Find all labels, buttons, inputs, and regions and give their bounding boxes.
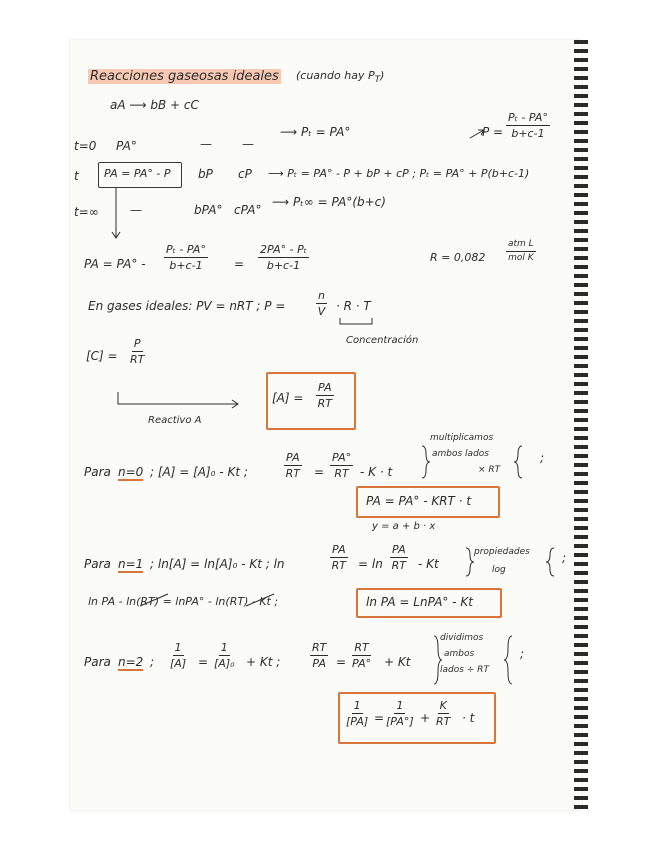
concentration-brace [340,318,372,324]
order2-brace [434,636,442,684]
order1-brace [466,548,474,576]
order2-box-eq1: = [374,711,385,725]
ideal-gas-text: En gases ideales: PV = nRT ; P = [88,299,286,313]
order0-frac1-num: PA [286,451,300,464]
order0-brace-right [514,446,522,478]
row-tinf-cpa: cPA° [234,203,262,217]
r-constant-den: mol K [508,253,534,263]
order1-para: Para [84,557,111,571]
order1-semi: ; [562,551,567,565]
order1-boxed: ln PA = LnPA° - Kt [366,595,473,609]
order1-frac1-num: PA [332,543,346,556]
strike-1 [140,594,168,606]
pa-expr-frac2-num: 2PA° - Pₜ [260,243,307,256]
order2-frac2-den: [A]₀ [214,657,235,670]
order1-n: n=1 [118,557,144,571]
p-fraction-lhs: P = [482,125,504,139]
reaction-equation: aA ⟶ bB + cC [110,98,199,112]
concentration-num: P [133,337,141,350]
order2-eq4: + Kt [384,655,411,669]
pa-expr-frac2-den: b+c-1 [266,259,301,272]
subtitle-end: ) [380,69,385,82]
order0-eq2: = [314,465,325,479]
title-highlight: Reacciones gaseosas ideales [90,69,279,84]
strike-2 [246,594,274,606]
ideal-gas-den: V [317,305,326,318]
reactive-num: PA [318,381,332,394]
order0-frac2-num: PA° [332,451,352,464]
order1-line2: ln PA - ln(RT) = lnPA° - ln(RT) - Kt ; [88,595,279,608]
order1-brace-right [546,548,554,576]
reactive-arrow [118,392,238,408]
row-t0-eq: ⟶ Pₜ = PA° [280,125,351,139]
order1-eq2: = ln [358,557,383,571]
pa-expr-eq: = [234,257,245,271]
order2-note3: lados ÷ RT [440,665,489,675]
order2-para: Para [84,655,111,669]
row-tinf-eq: ⟶ Pₜ∞ = PA°(b+c) [272,195,386,209]
order0-linear: y = a + b · x [372,521,436,532]
order1-frac1-den: RT [331,559,346,572]
order1-note1: propiedades [474,547,530,557]
row-t0-label: t=0 [74,139,97,153]
order2-note1: dividimos [440,633,484,643]
order0-frac1-den: RT [285,467,300,480]
concentration-den: RT [130,353,145,366]
order0-note1: multiplicamos [430,433,494,443]
order2-box-frac2-num: 1 [396,699,404,712]
concentration-label: Concentración [346,335,419,346]
order0-eq1: ; [A] = [A]₀ - Kt ; [150,465,248,479]
row-t0-dash2: — [242,137,254,151]
ideal-gas-rest: · R · T [336,299,371,313]
order2-frac4-num: RT [354,641,369,654]
row-t-eq: ⟶ Pₜ = PA° - P + bP + cP ; Pₜ = PA° + P(b+c-1) [268,167,530,180]
order2-frac3-num: RT [312,641,327,654]
order0-semi: ; [540,451,545,465]
order0-note2: ambos lados [432,449,489,459]
concentration-lhs: [C] = [86,349,118,363]
row-tinf-dash: — [130,203,142,217]
order1-frac2-den: RT [391,559,406,572]
order2-eq3: = [336,655,347,669]
order0-eq3: - K · t [360,465,393,479]
order2-frac2-num: 1 [220,641,228,654]
pa-expr-lhs: PA = PA° - [84,257,146,271]
row-t-bp: bP [198,167,213,181]
order1-eq1: ; ln[A] = ln[A]₀ - Kt ; ln [150,557,285,571]
row-t-pa: PA = PA° - P [104,167,171,180]
order2-box-frac1-den: [PA] [346,715,369,728]
row-t0-dash1: — [200,137,212,151]
r-constant-lhs: R = 0,082 [430,251,486,264]
row-tinf-bpa: bPA° [194,203,223,217]
row-t0-pa: PA° [116,139,137,153]
order2-brace-right [504,636,512,684]
order0-brace [422,446,430,478]
order2-eq2: + Kt ; [246,655,281,669]
pa-expr-frac1-num: Pₜ - PA° [166,243,206,256]
order2-box-frac1-num: 1 [353,699,361,712]
order2-eq1: = [198,655,209,669]
ideal-gas-num: n [318,289,325,302]
reactive-lhs: [A] = [272,391,304,405]
order0-boxed: PA = PA° - KRT · t [366,494,472,508]
order0-frac2-den: RT [334,467,349,480]
order2-n: n=2 [118,655,144,669]
order2-box-frac2-den: [PA°] [386,715,414,728]
order2-note2: ambos [444,649,475,659]
p-fraction-den: b+c-1 [511,127,545,140]
order2-frac4-den: PA° [352,657,372,670]
order2-semi: ; [520,647,525,661]
subtitle-sub: T [374,75,381,86]
reactive-den: RT [317,397,332,410]
order2-box-frac3-den: RT [436,715,451,728]
order2-frac3-den: PA [312,657,326,670]
p-fraction-arrow [470,130,484,138]
reactive-label: Reactivo A [148,415,202,426]
order2-semi0: ; [150,655,155,669]
row-tinf-label: t=∞ [74,205,99,219]
order2-frac1-num: 1 [174,641,182,654]
order1-note2: log [492,565,506,575]
order2-box-frac3-num: K [439,699,447,712]
order2-box-eq3: · t [462,711,475,725]
order2-box-eq2: + [420,711,431,725]
order0-note3: × RT [478,465,501,475]
order0-n: n=0 [118,465,144,479]
row-t-cp: cP [238,167,252,181]
pa-expr-frac1-den: b+c-1 [169,259,203,272]
order1-eq3: - Kt [418,557,439,571]
order2-frac1-den: [A] [170,657,187,670]
r-constant-num: atm L [506,240,536,252]
order1-frac2-num: PA [392,543,406,556]
p-fraction-num: Pₜ - PA° [508,111,548,124]
row-t-label: t [74,169,79,183]
order0-para: Para [84,465,111,479]
pa-down-arrow [112,188,120,238]
subtitle-text: (cuando hay P [296,69,375,82]
